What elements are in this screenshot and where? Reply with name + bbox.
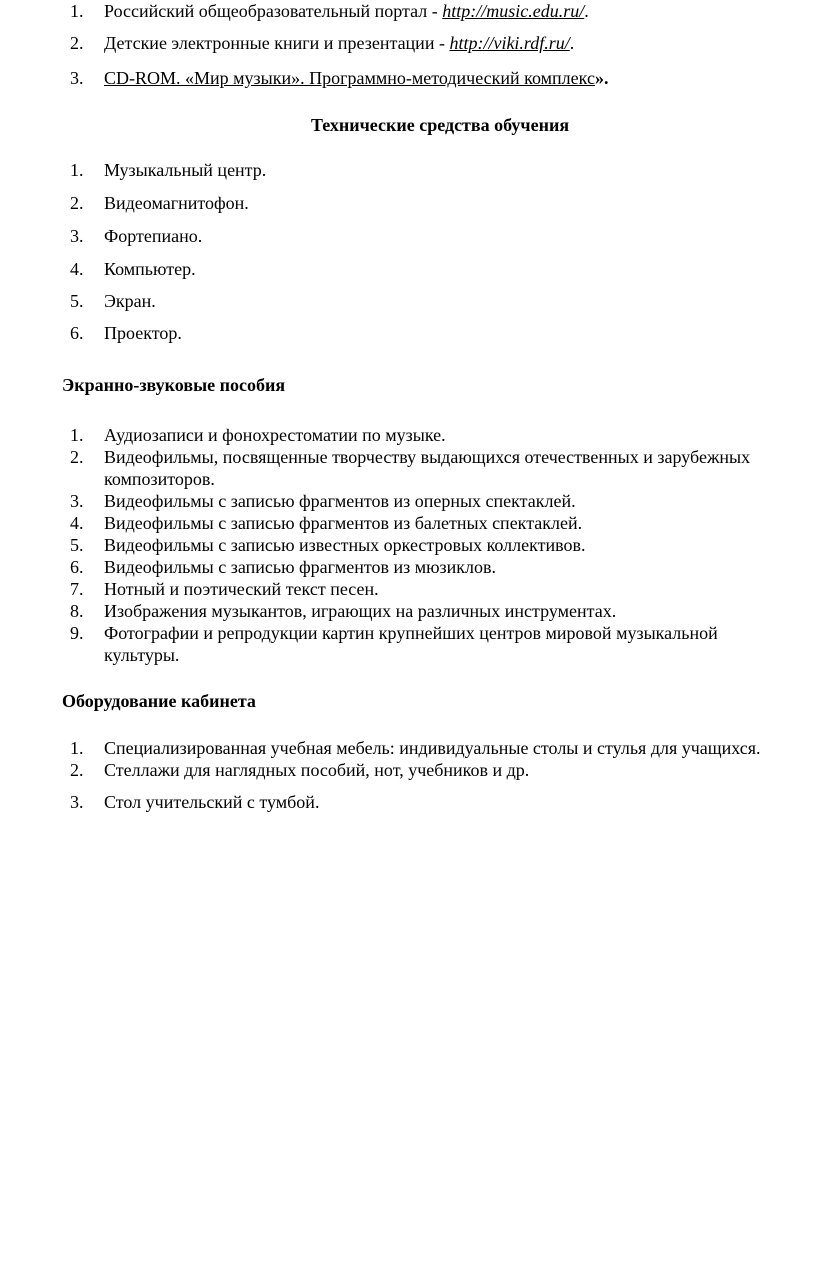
list-number: 2. — [70, 33, 84, 53]
list-number: 1. — [70, 1, 84, 21]
list-text-continuation: культуры. — [104, 645, 180, 665]
resource-link[interactable]: http://viki.rdf.ru/ — [449, 33, 570, 53]
list-text: Фотографии и репродукции картин крупнейших центров мировой музыкальной — [104, 623, 718, 643]
list-number: 3. — [70, 491, 84, 511]
list-text: Изображения музыкантов, играющих на различных инструментах. — [104, 601, 617, 621]
list-number: 5. — [70, 535, 84, 555]
list-text: Видеомагнитофон. — [104, 193, 249, 213]
list-text — [104, 67, 608, 89]
list-text: Стол учительский с тумбой. — [104, 792, 320, 812]
list-text — [104, 0, 589, 22]
list-number: 1. — [70, 160, 84, 180]
list-number: 1. — [70, 425, 84, 445]
list-text: Компьютер. — [104, 259, 196, 279]
list-text: Видеофильмы с записью известных оркестровых коллективов. — [104, 535, 586, 555]
list-text — [104, 32, 574, 54]
list-number: 7. — [70, 579, 84, 599]
list-text: Видеофильмы с записью фрагментов из оперных спектаклей. — [104, 491, 576, 511]
list-text-continuation: композиторов. — [104, 469, 215, 489]
list-number: 6. — [70, 323, 84, 343]
section-heading-tech: Технические средства обучения — [310, 115, 570, 135]
section-heading-av: Экранно-звуковые пособия — [62, 375, 286, 395]
list-text: Фортепиано. — [104, 226, 203, 246]
list-text: Экран. — [104, 291, 156, 311]
list-number: 4. — [70, 259, 84, 279]
list-number: 3. — [70, 226, 84, 246]
resource-tail: ». — [594, 68, 609, 88]
list-text: Проектор. — [104, 323, 182, 343]
list-number: 2. — [70, 447, 84, 467]
list-text: Видеофильмы с записью фрагментов из балетных спектаклей. — [104, 513, 583, 533]
resource-label: CD-ROM. «Мир музыки». Программно-методический комплекс — [104, 68, 595, 88]
list-number: 8. — [70, 601, 84, 621]
list-text: Специализированная учебная мебель: индивидуальные столы и стулья для учащихся. — [104, 738, 761, 758]
list-text: Стеллажи для наглядных пособий, нот, учебников и др. — [104, 760, 530, 780]
list-number: 2. — [70, 193, 84, 213]
list-number: 1. — [70, 738, 84, 758]
list-number: 4. — [70, 513, 84, 533]
list-number: 3. — [70, 68, 84, 88]
resource-link[interactable]: http://music.edu.ru/ — [442, 1, 585, 21]
resource-label: Детские электронные книги и презентации - — [104, 33, 450, 53]
resource-label: Российский общеобразовательный портал - — [104, 1, 443, 21]
list-text: Нотный и поэтический текст песен. — [104, 579, 379, 599]
list-number: 3. — [70, 792, 84, 812]
resource-tail: . — [584, 1, 589, 21]
resource-tail: . — [569, 33, 575, 53]
list-number: 9. — [70, 623, 84, 643]
list-number: 2. — [70, 760, 84, 780]
section-heading-equipment: Оборудование кабинета — [62, 691, 256, 711]
list-number: 5. — [70, 291, 84, 311]
list-text: Музыкальный центр. — [104, 160, 267, 180]
list-text: Видеофильмы, посвященные творчеству выдающихся отечественных и зарубежных — [104, 447, 751, 467]
list-text: Видеофильмы с записью фрагментов из мюзиклов. — [104, 557, 497, 577]
list-text: Аудиозаписи и фонохрестоматии по музыке. — [104, 425, 446, 445]
list-number: 6. — [70, 557, 84, 577]
